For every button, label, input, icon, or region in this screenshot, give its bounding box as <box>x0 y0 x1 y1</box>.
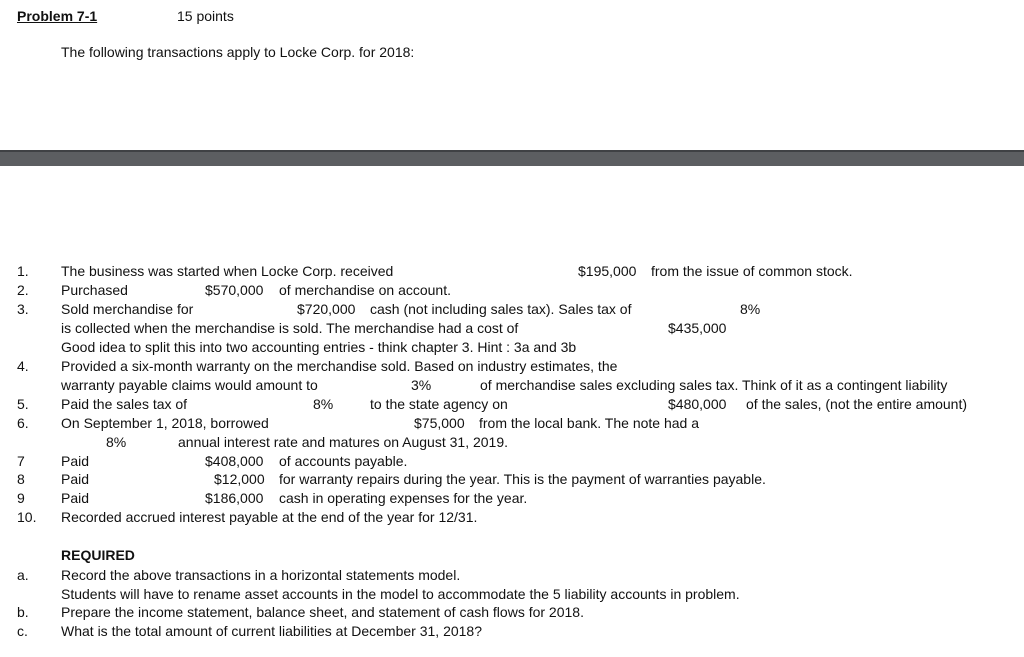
transaction-tail: for warranty repairs during the year. This is the payment of warranties payable. <box>279 471 766 487</box>
divider-bar <box>0 152 1024 166</box>
transaction-text: Purchased <box>61 282 128 298</box>
transaction-text: Paid <box>61 453 90 469</box>
transaction-amount: $480,000 <box>668 396 727 412</box>
transaction-amount: $75,000 <box>414 415 465 431</box>
transaction-tail: from the issue of common stock. <box>651 263 853 279</box>
transaction-number: 5. <box>17 396 29 412</box>
transaction-tail: of accounts payable. <box>279 453 408 469</box>
transaction-tail: cash (not including sales tax). Sales tax of <box>370 301 632 317</box>
transaction-line-2: is collected when the merchandise is sold. The merchandise had a cost of <box>61 320 519 336</box>
transaction-tail: cash in operating expenses for the year. <box>279 490 528 506</box>
requirement-text: What is the total amount of current liabilities at December 31, 2018? <box>61 623 482 639</box>
sales-tax-rate: 8% <box>740 301 761 317</box>
requirement-label: b. <box>17 604 29 620</box>
transaction-tail: from the local bank. The note had a <box>479 415 699 431</box>
transaction-text: Paid <box>61 490 90 506</box>
warranty-rate: 3% <box>411 377 432 393</box>
transaction-tail: of the sales, (not the entire amount) <box>746 396 968 412</box>
transaction-number: 10. <box>17 509 37 525</box>
intro-text: The following transactions apply to Locke Corp. for 2018: <box>61 44 415 60</box>
transaction-mid: to the state agency on <box>370 396 508 412</box>
transaction-text: Provided a six-month warranty on the merchandise sold. Based on industry estimates, the <box>61 358 618 374</box>
transaction-tail: of merchandise on account. <box>279 282 451 298</box>
requirement-label: c. <box>17 623 28 639</box>
transaction-amount: $570,000 <box>205 282 264 298</box>
transaction-amount: $186,000 <box>205 490 264 506</box>
required-heading: REQUIRED <box>61 547 135 563</box>
requirement-text: Prepare the income statement, balance sheet, and statement of cash flows for 2018. <box>61 604 584 620</box>
requirement-text: Record the above transactions in a horizontal statements model. <box>61 567 461 583</box>
transaction-amount: $408,000 <box>205 453 264 469</box>
transaction-tail: of merchandise sales excluding sales tax. Think of it as a contingent liability <box>480 377 948 393</box>
transaction-amount: $12,000 <box>214 471 265 487</box>
merchandise-cost: $435,000 <box>668 320 727 336</box>
transaction-number: 8 <box>17 471 25 487</box>
requirement-label: a. <box>17 567 29 583</box>
transaction-number: 6. <box>17 415 29 431</box>
transaction-text: The business was started when Locke Corp. received <box>61 263 394 279</box>
transaction-amount: $720,000 <box>297 301 356 317</box>
transaction-number: 4. <box>17 358 29 374</box>
transaction-number: 7 <box>17 453 25 469</box>
transaction-amount: $195,000 <box>578 263 637 279</box>
sales-tax-rate: 8% <box>313 396 334 412</box>
transaction-number: 2. <box>17 282 29 298</box>
transaction-text: On September 1, 2018, borrowed <box>61 415 269 431</box>
requirement-line-2: Students will have to rename asset accounts in the model to accommodate the 5 liability accounts in problem. <box>61 586 740 602</box>
transaction-text: Paid <box>61 471 90 487</box>
transaction-line-2: annual interest rate and matures on August 31, 2019. <box>178 434 509 450</box>
interest-rate: 8% <box>106 434 127 450</box>
transaction-number: 9 <box>17 490 25 506</box>
transaction-hint: Good idea to split this into two accounting entries - think chapter 3. Hint : 3a and 3b <box>61 339 577 355</box>
transaction-text: Recorded accrued interest payable at the end of the year for 12/31. <box>61 509 478 525</box>
transaction-number: 1. <box>17 263 29 279</box>
transaction-text: Sold merchandise for <box>61 301 194 317</box>
transaction-line-2: warranty payable claims would amount to <box>61 377 318 393</box>
points-label: 15 points <box>177 8 234 24</box>
transaction-number: 3. <box>17 301 29 317</box>
problem-title: Problem 7-1 <box>17 8 98 24</box>
transaction-text: Paid the sales tax of <box>61 396 188 412</box>
